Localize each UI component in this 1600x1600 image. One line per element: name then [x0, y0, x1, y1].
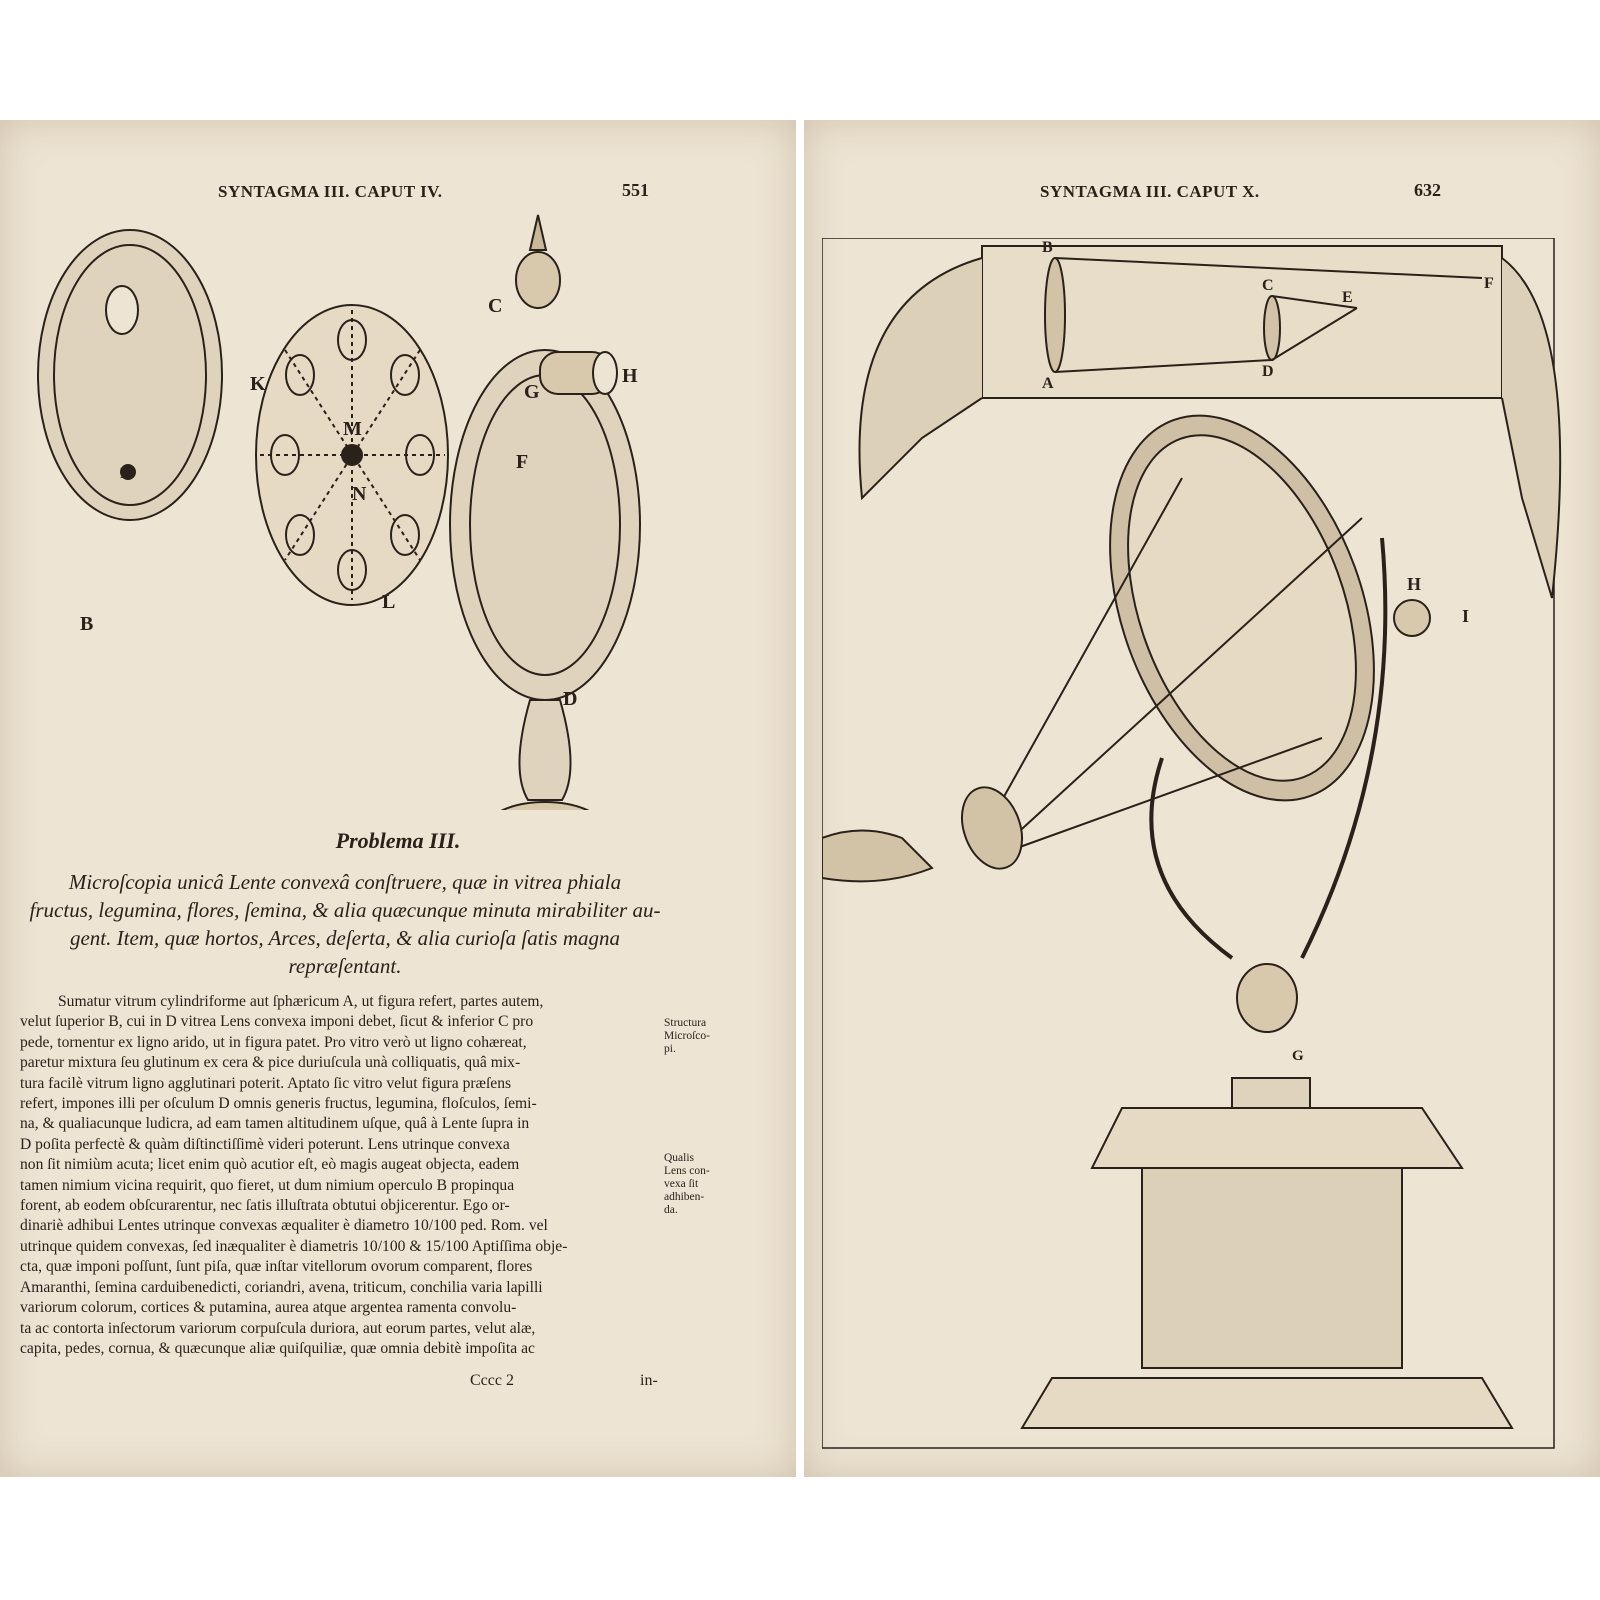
- body-line: refert, impones illi per oſculum D omnis generis fructus, legumina, floſculos, ſemi-: [20, 1095, 537, 1113]
- body-line: dinariè adhibui Lentes utrinque convexas æqualiter è diametro 10/100 ped. Rom. vel: [20, 1217, 548, 1235]
- fig-label-a: A: [1042, 375, 1054, 392]
- hand-illustration: [822, 831, 932, 882]
- left-page-number: 551: [622, 180, 649, 200]
- reflecting-mirror-engraving: [822, 238, 1582, 1468]
- right-page-number: 632: [1414, 180, 1441, 200]
- subtitle-line: repræſentant.: [288, 954, 402, 978]
- fig-label-n: N: [352, 483, 367, 505]
- fig-label-m: M: [343, 418, 362, 440]
- fig-label-h: H: [1407, 574, 1422, 594]
- margin-note-line: adhiben-: [664, 1191, 705, 1203]
- left-running-header: SYNTAGMA III. CAPUT IV.: [218, 182, 443, 201]
- body-line: tamen nimium vicina requirit, quo fieret, ut dum nimium operculo B propinqua: [20, 1176, 515, 1194]
- body-line: pede, tornentur ex ligno arido, ut in figura patet. Pro vitro verò ut ligno cohæreat,: [20, 1033, 527, 1051]
- body-line: tura facilè vitrum ligno agglutinari poterit. Aptato ſic vitro velut figura præſens: [20, 1074, 512, 1092]
- fig-label-e: E: [1342, 289, 1353, 306]
- signature-mark: Cccc 2: [470, 1372, 514, 1389]
- fig-label-e: E: [120, 466, 131, 482]
- problem-title: Problema III.: [335, 828, 461, 853]
- body-line: forent, ab eodem obſcurarentur, nec ſatis illuſtrata obtutui objicerentur. Ego or-: [20, 1197, 510, 1215]
- fig-label-g: G: [1292, 1048, 1304, 1064]
- body-text: [20, 992, 670, 1359]
- margin-note-line: pi.: [664, 1043, 676, 1055]
- fig-label-b: B: [80, 613, 94, 635]
- subtitle-line: gent. Item, quæ hortos, Arces, deſerta, & alia curioſa ſatis magna: [69, 926, 621, 950]
- fig-label-f: F: [516, 451, 529, 473]
- fig-label-k: K: [250, 373, 266, 395]
- problem-subtitle: [20, 868, 670, 980]
- fig-label-c: C: [1262, 277, 1274, 294]
- body-line: cta, quæ imponi poſſunt, ſunt piſa, quæ inſtar vitellorum ovorum comparent, flores: [20, 1258, 533, 1276]
- margin-note-line: da.: [664, 1204, 678, 1216]
- fig-label-g: G: [524, 381, 540, 403]
- body-line: Amaranthi, ſemina carduibenedicti, coriandri, avena, triticum, conchilia varia lapilli: [20, 1278, 543, 1296]
- body-line: velut ſuperior B, cui in D vitrea Lens convexa imponi debet, ſicut & inferior C pro: [20, 1013, 534, 1031]
- body-line: utrinque quidem convexas, ſed inæqualiter è diametris 10/100 & 15/100 Aptiſſima obje-: [20, 1237, 568, 1255]
- right-page: [804, 120, 1600, 1477]
- body-line: Sumatur vitrum cylindriforme aut ſphæricum A, ut figura refert, partes autem,: [58, 993, 544, 1010]
- fig-label-f: F: [1484, 275, 1494, 292]
- margin-note-line: Lens con-: [664, 1165, 710, 1177]
- margin-note-structura: [664, 1017, 710, 1056]
- body-line: variorum colorum, cortices & putamina, aurea atque argentea ramenta convolu-: [20, 1299, 517, 1317]
- fig-label-l: L: [382, 591, 396, 613]
- body-line: ta ac contorta inſectorum variorum corpuſcula duriora, aut eorum partes, velut alæ,: [20, 1319, 536, 1337]
- body-line: capita, pedes, cornua, & quæcunque aliæ quiſquiliæ, quæ omnia debitè impoſita ac: [20, 1339, 535, 1357]
- fig-label-i: I: [1462, 606, 1470, 626]
- subtitle-line: Microſcopia unicâ Lente convexâ conſtruere, quæ in vitrea phiala: [68, 870, 622, 894]
- body-line: non ſit nimiùm acuta; licet enim quò acutior eſt, eò magis augeat objecta, eadem: [20, 1156, 520, 1174]
- margin-note-line: Microſco-: [664, 1030, 710, 1042]
- right-running-header: SYNTAGMA III. CAPUT X.: [1040, 182, 1260, 201]
- fig-label-d: D: [1262, 363, 1274, 380]
- body-line: D poſita perfectè & quàm diſtinctiſſimè videri poterunt. Lens utrinque convexa: [20, 1135, 510, 1153]
- body-line: na, & qualiacunque ludicra, ad eam tamen altitudinem uſque, quâ à Lente ſupra in: [20, 1115, 530, 1133]
- fig-label-h: H: [622, 365, 638, 387]
- subtitle-line: fructus, legumina, flores, ſemina, & alia quæcunque minuta mirabiliter au-: [29, 898, 661, 922]
- fig-label-d: D: [563, 688, 578, 710]
- body-line: paretur mixtura ſeu glutinum ex cera & pice duriuſcula unà colliquatis, quâ mix-: [20, 1054, 521, 1072]
- fig-label-b: B: [1042, 239, 1053, 256]
- margin-note-line: vexa ſit: [664, 1178, 699, 1190]
- microscope-parts-engraving: [0, 210, 796, 810]
- carved-pedestal: [1142, 1168, 1402, 1368]
- fig-label-c: C: [488, 295, 503, 317]
- left-page: [0, 120, 796, 1477]
- margin-note-line: Structura: [664, 1017, 707, 1029]
- margin-note-qualis: [664, 1152, 710, 1217]
- margin-note-line: Qualis: [664, 1152, 695, 1164]
- microscope-stand-c: [450, 350, 640, 700]
- catchword: in-: [640, 1372, 658, 1389]
